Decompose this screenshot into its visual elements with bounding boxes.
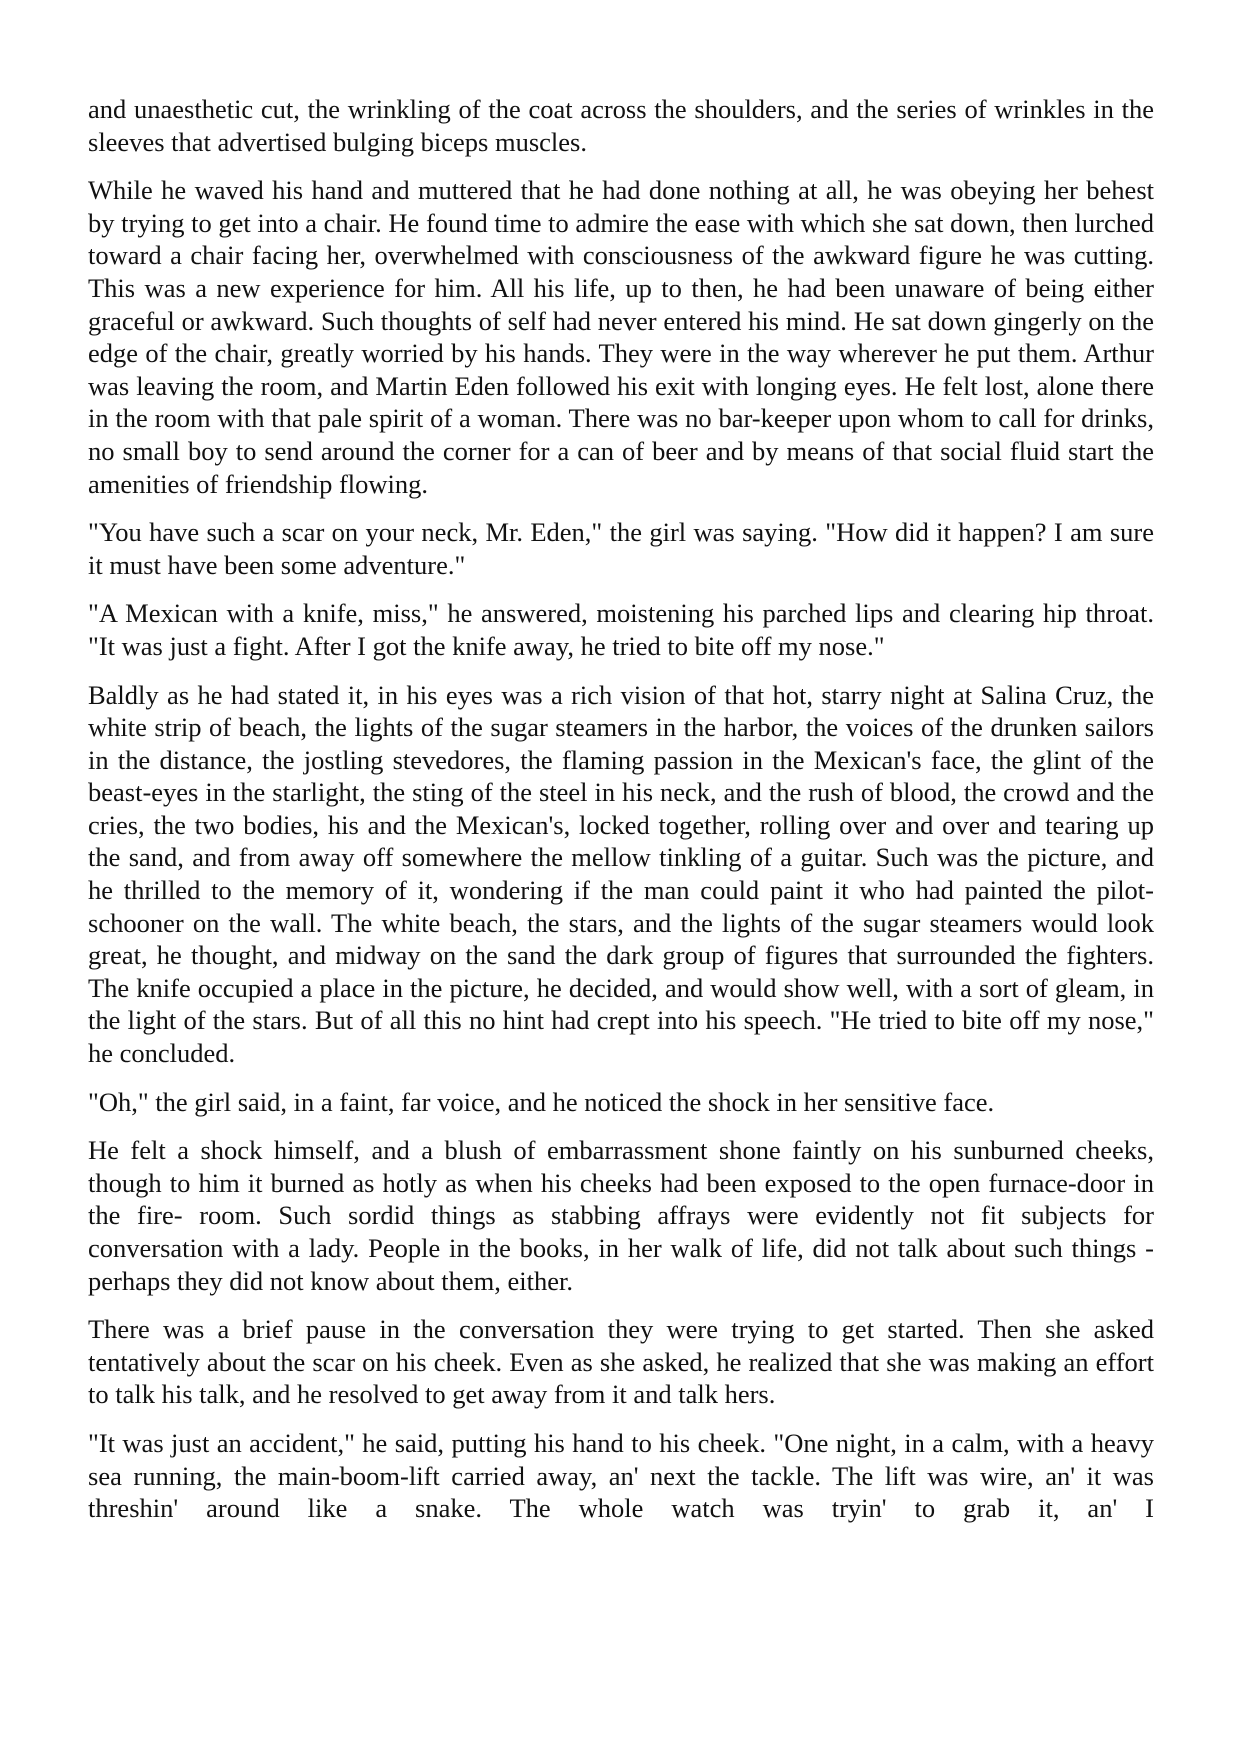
paragraph: He felt a shock himself, and a blush of embarrassment shone faintly on his sunburned cheeks, though to him it burned as hotly as when his cheeks had been exposed to the open furnace-door in the fire- room. Such sordid things as stabbing affrays were evidently not fit subjects for conversation with a lady. People in the books, in her walk of life, did not talk about such things - perhaps they did not know about them, either.	[88, 1135, 1154, 1296]
page-text	[88, 93, 1154, 1541]
paragraph: "Oh," the girl said, in a faint, far voice, and he noticed the shock in her sensitive face.	[88, 1086, 995, 1117]
paragraph: While he waved his hand and muttered that he had done nothing at all, he was obeying her behest by trying to get into a chair. He found time to admire the ease with which she sat down, then lurched toward a chair facing her, overwhelmed with consciousness of the awkward figure he was cutting. This was a new experience for him. All his life, up to then, he had been unaware of being either graceful or awkward. Such thoughts of self had never entered his mind. He sat down gingerly on the edge of the chair, greatly worried by his hands. They were in the way wherever he put them. Arthur was leaving the room, and Martin Eden followed his exit with longing eyes. He felt lost, alone there in the room with that pale spirit of a woman. There was no bar-keeper upon whom to call for drinks, no small boy to send around the corner for a can of beer and by means of that social fluid start the amenities of friendship flowing.	[88, 175, 1154, 499]
paragraph: "You have such a scar on your neck, Mr. Eden," the girl was saying. "How did it happen? I am sure it must have been some adventure."	[88, 517, 1154, 580]
paragraph: There was a brief pause in the conversation they were trying to get started. Then she asked tentatively about the scar on his cheek. Even as she asked, he realized that she was making an effort to talk his talk, and he resolved to get away from it and talk hers.	[88, 1314, 1154, 1410]
paragraph: "It was just an accident," he said, putting his hand to his cheek. "One night, in a calm, with a heavy sea running, the main-boom-lift carried away, an' next the tackle. The lift was wire, an' it was threshin' around like a snake. The whole watch was tryin' to grab it, an' I	[88, 1427, 1154, 1524]
paragraph: "A Mexican with a knife, miss," he answered, moistening his parched lips and clearing hip throat. "It was just a fight. After I got the knife away, he tried to bite off my nose."	[88, 598, 1154, 661]
paragraph: and unaesthetic cut, the wrinkling of the coat across the shoulders, and the series of wrinkles in the sleeves that advertised bulging biceps muscles.	[88, 94, 1154, 157]
paragraph: Baldly as he had stated it, in his eyes was a rich vision of that hot, starry night at Salina Cruz, the white strip of beach, the lights of the sugar steamers in the harbor, the voices of the drunken sailors in the distance, the jostling stevedores, the flaming passion in the Mexican's face, the glint of the beast-eyes in the starlight, the sting of the steel in his neck, and the rush of blood, the crowd and the cries, the two bodies, his and the Mexican's, locked together, rolling over and over and tearing up the sand, and from away off somewhere the mellow tinkling of a guitar. Such was the picture, and he thrilled to the memory of it, wondering if the man could paint it who had painted the pilot- schooner on the wall. The white beach, the stars, and the lights of the sugar steamers would look great, he thought, and midway on the sand the dark group of figures that surrounded the fighters. The knife occupied a place in the picture, he decided, and would show well, with a sort of gleam, in the light of the stars. But of all this no hint had crept into his speech. "He tried to bite off my nose," he concluded.	[88, 679, 1154, 1069]
